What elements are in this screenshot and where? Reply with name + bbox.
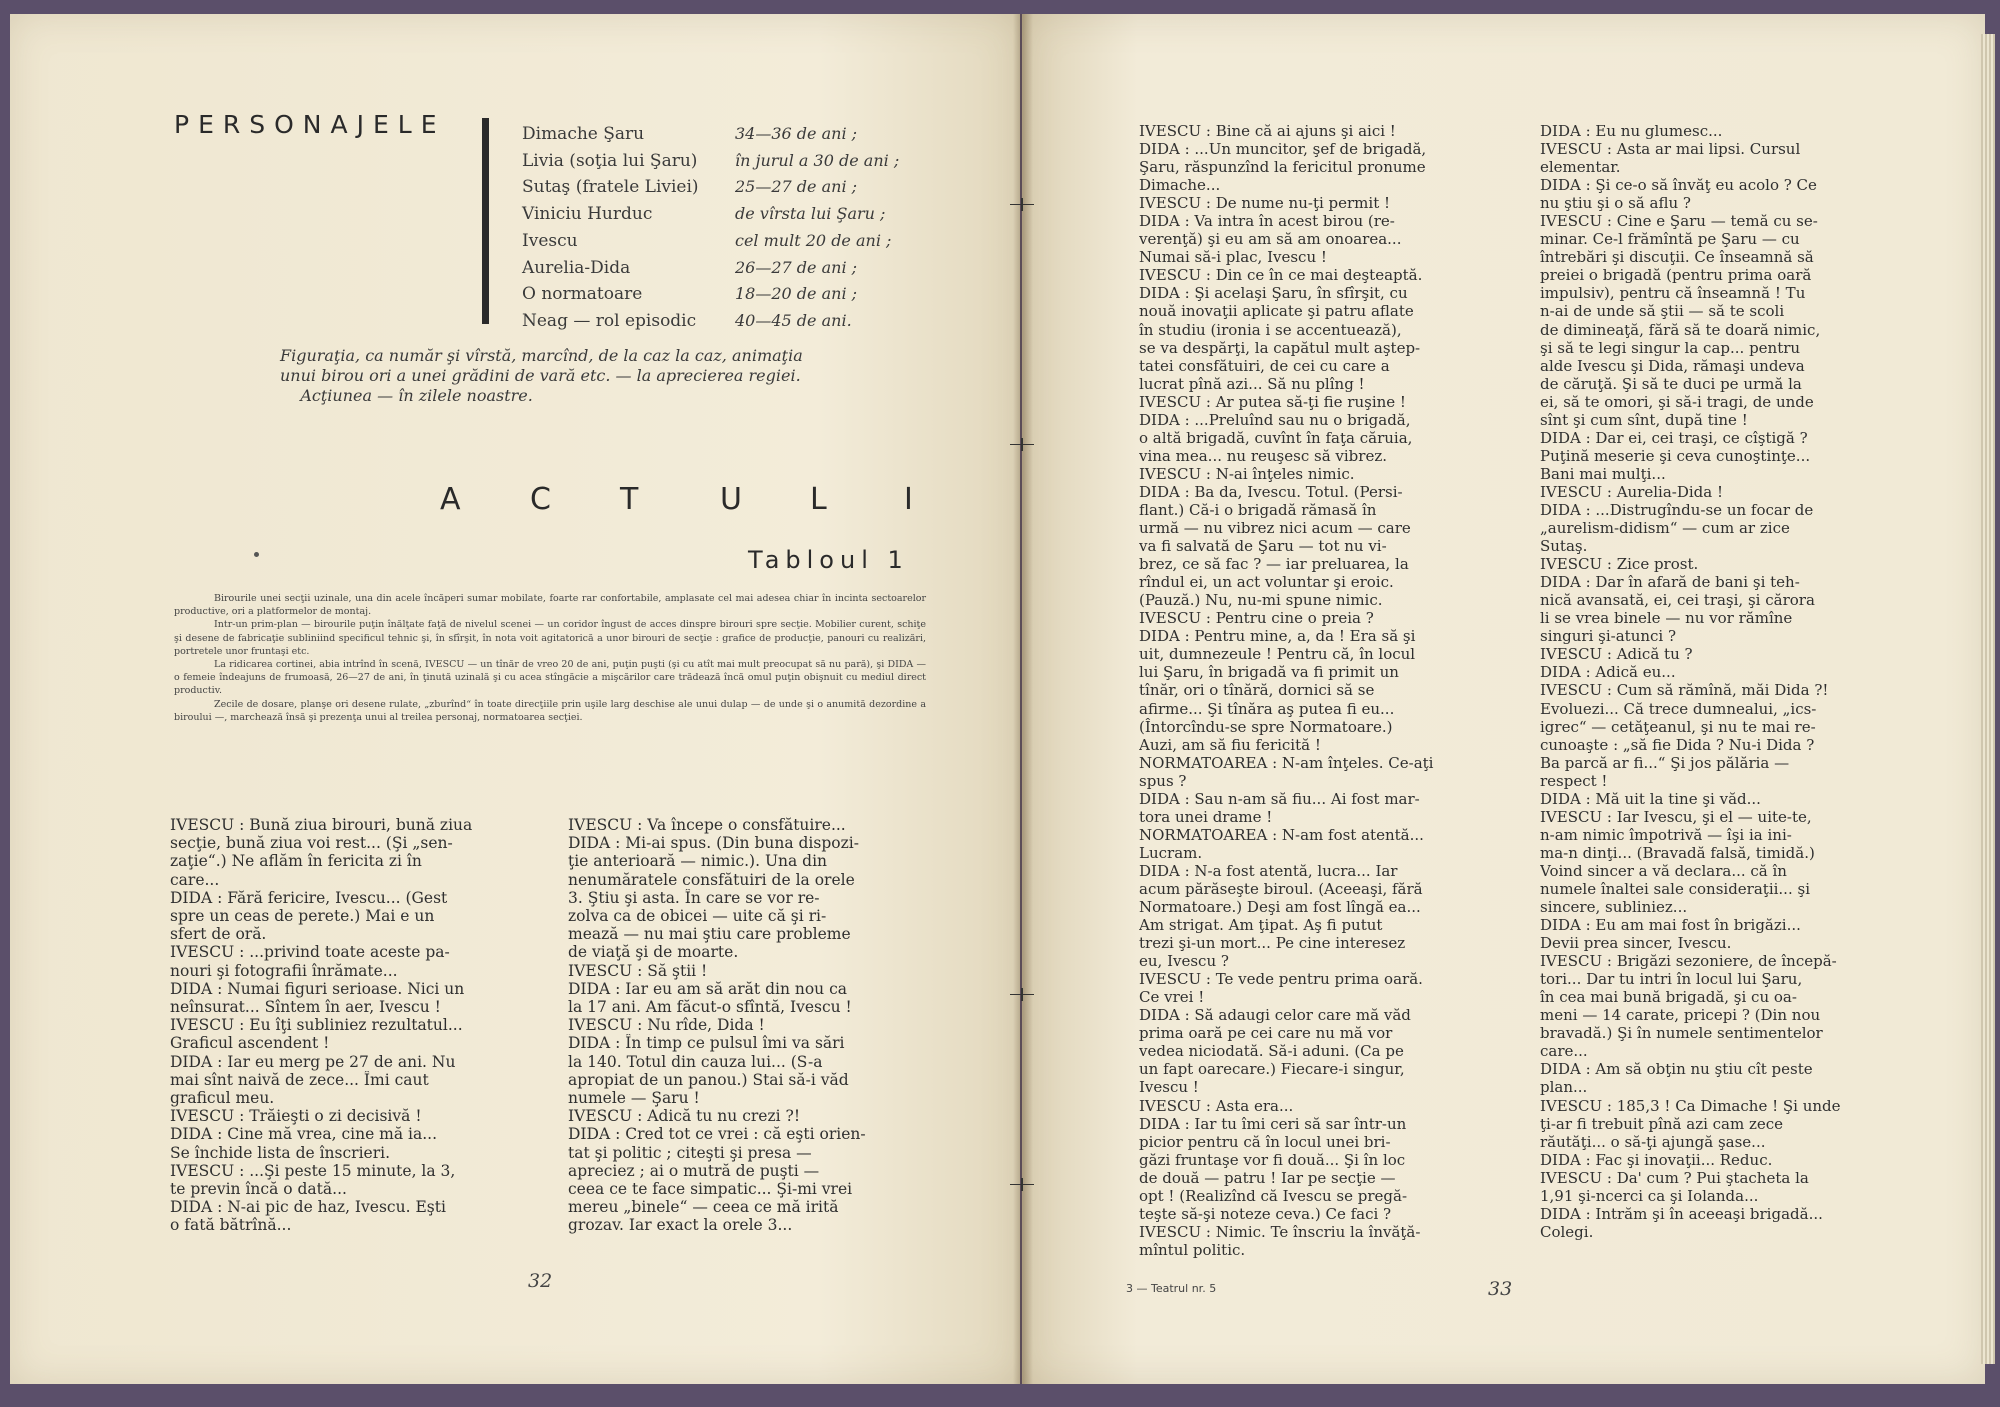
dialogue-line: DIDA : Cred tot ce vrei : că eşti orien- (568, 1125, 866, 1144)
dialogue-line: IVESCU : Da' cum ? Pui ştacheta la (1540, 1168, 1809, 1187)
dialogue-line: sincere, subliniez... (1540, 898, 1688, 917)
right-column-1 (1139, 122, 1494, 1259)
dialogue-line: de căruţă. Şi să te duci pe urmă la (1540, 374, 1802, 393)
dialogue-line: un fapt oarecare.) Fiecare-i singur, (1139, 1060, 1405, 1079)
dialogue-line: DIDA : Cine mă vrea, cine mă ia... (170, 1125, 438, 1144)
dialogue-line: DIDA : În timp ce pulsul îmi va sări (568, 1034, 845, 1053)
dialogue-line: DIDA : Pentru mine, a, da ! Era să şi (1139, 627, 1416, 646)
dialogue-line: nouă inovaţii aplicate şi patru aflate (1139, 302, 1414, 321)
left-column-1 (170, 816, 528, 1235)
dialogue-line: ceea ce te face simpatic... Şi-mi vrei (568, 1180, 853, 1199)
dialogue-line: zolva ca de obicei — uite că şi ri- (568, 907, 827, 926)
dialogue-line: apropiat de un panou.) Stai să-i văd (568, 1070, 849, 1089)
dialogue-line: prima oară pe cei care nu mă vor (1139, 1024, 1393, 1043)
dialogue-line: Ce vrei ! (1139, 988, 1205, 1007)
dialogue-line: IVESCU : Adică tu nu crezi ?! (568, 1107, 801, 1126)
dialogue-line: de dimineaţă, fără să te doară nimic, (1540, 320, 1821, 339)
cast-age: 40—45 de ani. (735, 310, 852, 330)
dialogue-line: li se vrea binele — nu vor rămîne (1540, 609, 1793, 628)
dialogue-line: IVESCU : Aurelia-Dida ! (1540, 482, 1724, 501)
dialogue-line: DIDA : Dar în afară de bani şi teh- (1540, 573, 1800, 592)
dialogue-line: DIDA : Iar eu am să arăt din nou ca (568, 979, 847, 998)
cast-age: 18—20 de ani ; (735, 284, 858, 304)
cast-divider-bar (482, 118, 489, 324)
dialogue-line: Bani mai mulţi... (1540, 464, 1666, 483)
dialogue-line: IVESCU : Nu rîde, Dida ! (568, 1016, 765, 1035)
dialogue-line: sfert de oră. (170, 925, 267, 944)
dialogue-line: rîndul ei, un act voluntar şi eroic. (1139, 573, 1394, 592)
dialogue-line: DIDA : Iar tu îmi ceri să sar într-un (1139, 1114, 1407, 1133)
dialogue-line: DIDA : Şi acelaşi Şaru, în sfîrşit, cu (1139, 284, 1408, 303)
dialogue-line: acum părăseşte biroul. (Aceeaşi, fără (1139, 879, 1423, 898)
cast-name: Sutaş (fratele Liviei) (522, 177, 699, 198)
dialogue-line: urmă — nu vibrez nici acum — care (1139, 519, 1411, 538)
dialogue-line: care... (170, 870, 220, 889)
tablou-heading: Tabloul 1 (748, 546, 909, 574)
stage-directions (174, 592, 926, 724)
dialogue-line: opt ! (Realizînd că Ivescu se pregă- (1139, 1186, 1408, 1205)
page-edges (1981, 34, 1995, 1364)
dialogue-line: DIDA : ...Preluînd sau nu o brigadă, (1139, 410, 1411, 429)
right-page (1022, 14, 1985, 1384)
dialogue-line: IVESCU : N-ai înţeles nimic. (1139, 464, 1355, 483)
dialogue-line: preiei o brigadă (pentru prima oară (1540, 266, 1812, 285)
dialogue-line: DIDA : Iar eu merg pe 27 de ani. Nu (170, 1052, 456, 1071)
dialogue-line: vina mea... nu reuşesc să vibrez. (1139, 446, 1387, 465)
dialogue-line: IVESCU : Cine e Şaru — temă cu se- (1540, 212, 1818, 231)
dialogue-line: IVESCU : Bine că ai ajuns şi aici ! (1139, 122, 1396, 140)
dialogue-line: nouri şi fotografii înrămate... (170, 961, 398, 980)
cast-age: de vîrsta lui Şaru ; (735, 204, 886, 224)
dialogue-line: meni — 14 carate, pricepi ? (Din nou (1540, 1006, 1821, 1025)
dialogue-line: tat şi politic ; citeşti şi presa — (568, 1143, 812, 1162)
dialogue-line: DIDA : Mi-ai spus. (Din buna dispozi- (568, 834, 859, 853)
dialogue-line: DIDA : Am să obţin nu ştiu cît peste (1540, 1060, 1813, 1079)
dialogue-line: ţi-ar fi trebuit pînă azi cam zece (1540, 1114, 1784, 1133)
dialogue-line: IVESCU : 185,3 ! Ca Dimache ! Şi unde (1540, 1096, 1841, 1115)
stage-paragraph: Intr-un prim-plan — birourile puţin înălţate faţă de nivelul scenei — un coridor îngust de acces dinspre birouri spre secţie. Mobilier curent, schiţe şi desene de fabricaţie subliniind specificul tehnic şi, în sfîrşit, în nota voit agitatorică a unor birouri de secţie : grafice de producţie, panouri cu realizări, portretele unor fruntaşi etc. (174, 619, 926, 657)
dialogue-line: Devii prea sincer, Ivescu. (1540, 934, 1732, 953)
page-number-left: 32 (528, 1270, 553, 1292)
dialogue-line: şi să te legi singur la cap... pentru (1540, 338, 1801, 357)
footer-journal: 3 — Teatrul nr. 5 (1126, 1282, 1217, 1295)
cast-name: Livia (soţia lui Şaru) (522, 150, 698, 171)
dialogue-line: mai sînt naivă de zece... Îmi caut (170, 1070, 429, 1089)
right-column-2 (1540, 122, 1895, 1241)
dialogue-line: Lucram. (1139, 843, 1203, 862)
dialogue-line: spre un ceas de perete.) Mai e un (170, 907, 435, 926)
dialogue-line: se va despărţi, la capătul mult aştep- (1139, 338, 1421, 357)
act-title-letter: U (720, 482, 742, 517)
dialogue-line: IVESCU : Din ce în ce mai deşteaptă. (1139, 266, 1423, 285)
dialogue-line: IVESCU : Pentru cine o preia ? (1139, 609, 1374, 628)
dialogue-line: mereu „binele“ — ceea ce mă irită (568, 1198, 839, 1217)
dialogue-line: lucrat pînă azi... Să nu plîng ! (1139, 374, 1365, 393)
dialogue-line: Normatoare.) Deşi am fost lîngă ea... (1139, 898, 1421, 917)
dialogue-line: DIDA : Ba da, Ivescu. Totul. (Persi- (1139, 482, 1403, 501)
dialogue-line: IVESCU : Asta ar mai lipsi. Cursul (1540, 140, 1801, 159)
dialogue-line: DIDA : Fără fericire, Ivescu... (Gest (170, 888, 448, 907)
dialogue-line: DIDA : ...Un muncitor, şef de brigadă, (1139, 140, 1427, 159)
dialogue-line: n-ai de unde să ştii — să te scoli (1540, 302, 1785, 321)
dialogue-line: care... (1540, 1042, 1588, 1061)
dialogue-line: de două — patru ! Iar pe secţie — (1139, 1168, 1396, 1187)
dialogue-line: sînt şi cum sînt, după tine ! (1540, 410, 1748, 429)
ornament-dot (254, 552, 259, 557)
dialogue-line: NORMATOAREA : N-am fost atentă... (1139, 825, 1424, 844)
dialogue-line: Voind sincer a vă declara... că în (1540, 861, 1787, 880)
left-column-2 (568, 816, 928, 1235)
dialogue-line: la 17 ani. Am făcut-o sfîntă, Ivescu ! (568, 998, 852, 1017)
dialogue-line: DIDA : Şi ce-o să învăţ eu acolo ? Ce (1540, 176, 1817, 195)
dialogue-line: tatei consfătuiri, de cei cu care a (1139, 356, 1390, 375)
dialogue-line: DIDA : N-ai pic de haz, Ivescu. Eşti (170, 1198, 446, 1217)
dialogue-line: nică avansată, ei, cei traşi, şi cărora (1540, 591, 1815, 610)
book-spread (10, 14, 1985, 1384)
dialogue-line: eu, Ivescu ? (1139, 952, 1229, 971)
dialogue-line: DIDA : Să adaugi celor care mă văd (1139, 1006, 1411, 1025)
dialogue-line: igrec“ — cetăţeanul, şi nu te mai re- (1540, 717, 1816, 736)
cast-age: 34—36 de ani ; (735, 124, 858, 143)
dialogue-line: DIDA : Fac şi inovaţii... Reduc. (1540, 1150, 1773, 1169)
dialogue-line: secţie, bună ziua voi rest... (Şi „sen- (170, 834, 453, 853)
dialogue-line: (Întorcîndu-se spre Normatoare.) (1139, 717, 1393, 736)
dialogue-line: DIDA : Sau n-am să fiu... Ai fost mar- (1139, 789, 1420, 808)
dialogue-line: 1,91 şi-ncerci ca şi Iolanda... (1540, 1186, 1759, 1205)
cast-name: Ivescu (522, 230, 578, 251)
dialogue-line: grozav. Iar exact la orele 3... (568, 1216, 793, 1235)
dialogue-line: nenumăratele consfătuiri de la orele (568, 870, 855, 889)
dialogue-line: IVESCU : Cum să rămînă, măi Dida ?! (1540, 681, 1829, 700)
dialogue-line: Graficul ascendent ! (170, 1034, 330, 1053)
dialogue-line: respect ! (1540, 771, 1608, 790)
dialogue-line: DIDA : Mă uit la tine şi văd... (1540, 789, 1761, 808)
dialogue-line: DIDA : N-a fost atentă, lucra... Iar (1139, 861, 1398, 880)
dialogue-line: IVESCU : Bună ziua birouri, bună ziua (170, 816, 473, 834)
act-title-letter: L (810, 482, 827, 517)
dialogue-line: 3. Ştiu şi asta. În care se vor re- (568, 888, 820, 907)
dialogue-line: DIDA : ...Distrugîndu-se un focar de (1540, 500, 1814, 519)
dialogue-line: vedea niciodată. Să-i aduni. (Ca pe (1139, 1042, 1404, 1061)
dialogue-line: Şaru, răspunzînd la fericitul pronume (1139, 158, 1426, 177)
dialogue-line: verenţă) şi eu am să am onoarea... (1139, 230, 1402, 249)
dialogue-line: IVESCU : Adică tu ? (1540, 645, 1693, 664)
binding-stitch (1010, 444, 1034, 445)
dialogue-line: tori... Dar tu intri în locul lui Şaru, (1540, 970, 1803, 989)
cast-name: Viniciu Hurduc (522, 204, 653, 225)
dialogue-line: DIDA : Intrăm şi în aceeaşi brigadă... (1540, 1204, 1823, 1223)
dialogue-line: ţie anterioară — nimic.). Una din (568, 852, 828, 871)
dialogue-line: brez, ce să fac ? — iar preluarea, la (1139, 555, 1409, 574)
dialogue-line: neînsurat... Sîntem în aer, Ivescu ! (170, 998, 441, 1017)
dialogue-line: Evoluezi... Că trece dumnealui, „ics- (1540, 699, 1817, 718)
dialogue-line: nu ştiu şi o să aflu ? (1540, 194, 1691, 213)
stage-paragraph: La ridicarea cortinei, abia intrînd în scenă, IVESCU — un tînăr de vreo 20 de ani, puţin puşti (şi cu atît mai mult preocupat să nu pară), şi DIDA — o femeie îndeajuns de frumoasă, 26—27 de ani, în ţinută uzinală şi cu acea stîngăcie a mişcărilor care trădează încă omul puţin obişnuit cu mediul direct productiv. (174, 659, 926, 697)
cast-name: Neag — rol episodic (522, 310, 697, 331)
dialogue-line: Ba parcă ar fi...“ Şi jos pălăria — (1540, 753, 1790, 772)
cast-name: O normatoare (522, 284, 643, 305)
cast-age: 25—27 de ani ; (735, 177, 858, 197)
dialogue-line: IVESCU : Te vede pentru prima oară. (1139, 970, 1423, 989)
dialogue-line: întrebări şi discuţii. Ce înseamnă să (1540, 248, 1814, 267)
dialogue-line: NORMATOAREA : N-am înţeles. Ce-aţi (1139, 753, 1434, 772)
dialogue-line: impulsiv), pentru că înseamnă ! Tu (1540, 284, 1806, 303)
dialogue-line: IVESCU : Zice prost. (1540, 555, 1699, 574)
dialogue-line: cunoaşte : „să fie Dida ? Nu-i Dida ? (1540, 735, 1815, 754)
dialogue-line: trezi şi-un mort... Pe cine interesez (1139, 934, 1406, 953)
dialogue-line: Se închide lista de înscrieri. (170, 1143, 390, 1162)
dialogue-line: graficul meu. (170, 1089, 275, 1108)
dialogue-line: numele înaltei sale consideraţii... şi (1540, 879, 1810, 898)
dialogue-line: de viaţă şi de moarte. (568, 943, 739, 962)
stage-paragraph: Birourile unei secţii uzinale, una din acele încăperi sumar mobilate, foarte rar confortabile, amplasate cel mai adesea chiar în incinta sectoarelor productive, ori a platformelor de montaj. (174, 593, 926, 618)
dialogue-line: IVESCU : Trăieşti o zi decisivă ! (170, 1107, 422, 1126)
act-title-letter: C (530, 482, 551, 517)
dialogue-line: te previn încă o dată... (170, 1180, 347, 1199)
personaje-heading: PERSONAJELE (174, 110, 446, 139)
dialogue-line: numele — Şaru ! (568, 1089, 700, 1108)
dialogue-line: zaţie“.) Ne aflăm în fericita zi în (170, 852, 422, 871)
page-number-right: 33 (1488, 1278, 1513, 1300)
act-title-letter: A (440, 482, 461, 517)
dialogue-line: IVESCU : ...privind toate aceste pa- (170, 943, 450, 962)
dialogue-line: o altă brigadă, cuvînt în faţa căruia, (1139, 428, 1413, 447)
dialogue-line: Colegi. (1540, 1222, 1594, 1241)
dialogue-line: DIDA : Va intra în acest birou (re- (1139, 212, 1395, 231)
dialogue-line: DIDA : Eu nu glumesc... (1540, 122, 1723, 140)
dialogue-line: în cea mai bună brigadă, şi cu oa- (1540, 988, 1797, 1007)
dialogue-line: Ivescu ! (1139, 1078, 1199, 1097)
dialogue-line: IVESCU : De nume nu-ţi permit ! (1139, 194, 1391, 213)
dialogue-line: DIDA : Eu am mai fost în brigăzi... (1540, 916, 1801, 935)
dialogue-line: tora unei drame ! (1139, 807, 1273, 826)
cast-age: 26—27 de ani ; (735, 257, 858, 277)
binding-stitch (1010, 994, 1034, 995)
dialogue-line: plan... (1540, 1078, 1588, 1097)
dialogue-line: Sutaş. (1540, 537, 1588, 556)
dialogue-line: IVESCU : Va începe o consfătuire... (568, 816, 846, 834)
dialogue-line: IVESCU : Nimic. Te înscriu la învăţă- (1139, 1222, 1421, 1241)
dialogue-line: IVESCU : Asta era... (1139, 1096, 1294, 1115)
act-title-letter: I (904, 482, 913, 517)
dialogue-line: flant.) Că-i o brigadă rămasă în (1139, 500, 1377, 519)
cast-name: Dimache Şaru (522, 124, 645, 144)
dialogue-line: uit, dumnezeule ! Pentru că, în locul (1139, 645, 1416, 664)
dialogue-line: va fi salvată de Şaru — tot nu vi- (1139, 537, 1387, 556)
dialogue-line: IVESCU : Brigăzi sezoniere, de începă- (1540, 952, 1837, 971)
dialogue-line: Am strigat. Am ţipat. Aş fi putut (1139, 916, 1383, 935)
dialogue-line: Dimache... (1139, 176, 1221, 195)
dialogue-line: IVESCU : Să ştii ! (568, 961, 708, 980)
dialogue-line: „aurelism-didism“ — cum ar zice (1540, 519, 1790, 538)
dialogue-line: teşte să-şi noteze ceva.) Ce faci ? (1139, 1204, 1392, 1223)
left-page (10, 14, 1020, 1384)
dialogue-line: minar. Ce-l frămîntă pe Şaru — cu (1540, 230, 1800, 249)
binding-stitch (1010, 204, 1034, 205)
dialogue-line: singuri şi-atunci ? (1540, 627, 1677, 646)
dialogue-line: Auzi, am să fiu fericită ! (1139, 735, 1321, 754)
dialogue-line: afirme... Şi tînăra aş putea fi eu... (1139, 699, 1395, 718)
dialogue-line: Puţină meserie şi ceva cunoştinţe... (1540, 446, 1811, 465)
dialogue-line: DIDA : Dar ei, cei traşi, ce cîştigă ? (1540, 428, 1808, 447)
dialogue-line: la 140. Totul din cauza lui... (S-a (568, 1052, 823, 1071)
dialogue-line: mîntul politic. (1139, 1240, 1246, 1259)
dialogue-line: IVESCU : ...Şi peste 15 minute, la 3, (170, 1161, 456, 1180)
dialogue-line: răutăţi... o să-ţi ajungă şase... (1540, 1132, 1766, 1151)
binding-stitch (1010, 1184, 1034, 1185)
dialogue-line: IVESCU : Eu îţi subliniez rezultatul... (170, 1016, 463, 1035)
dialogue-line: n-am nimic împotrivă — îşi ia ini- (1540, 825, 1792, 844)
dialogue-line: (Pauză.) Nu, nu-mi spune nimic. (1139, 591, 1383, 610)
cast-note: Figuraţia, ca număr şi vîrstă, marcînd, de la caz la caz, animaţia unui birou ori a unei grădini de vară etc. — la aprecierea regiei. Acţiunea — în zilele noastre. (280, 346, 803, 405)
dialogue-line: DIDA : Adică eu... (1540, 663, 1676, 682)
act-title-letter: T (620, 482, 639, 517)
dialogue-line: o fată bătrînă... (170, 1216, 292, 1235)
dialogue-line: lui Şaru, în brigadă va fi primit un (1139, 663, 1399, 682)
cast-name: Aurelia-Dida (522, 257, 631, 278)
dialogue-line: în studiu (ironia i se accentuează), (1139, 320, 1402, 339)
book-gutter (1013, 14, 1033, 1384)
stage-paragraph: Zecile de dosare, planşe ori desene rulate, „zburînd“ în toate direcţiile prin uşile larg deschise ale unui dulap — de unde şi o anumită dezordine a biroului —, marchează însă şi prezenţa unui al treilea personaj, normatoarea secţiei. (174, 698, 926, 723)
dialogue-line: ma-n dinţi... (Bravadă falsă, timidă.) (1540, 843, 1815, 862)
dialogue-line: alde Ivescu şi Dida, rămaşi undeva (1540, 356, 1805, 375)
cast-age: cel mult 20 de ani ; (735, 230, 892, 250)
dialogue-line: bravadă.) Şi în numele sentimentelor (1540, 1024, 1823, 1043)
dialogue-line: spus ? (1139, 771, 1187, 790)
dialogue-line: IVESCU : Iar Ivescu, şi el — uite-te, (1540, 807, 1812, 826)
cast-age: în jurul a 30 de ani ; (735, 150, 900, 170)
dialogue-line: Numai să-i plac, Ivescu ! (1139, 248, 1327, 267)
dialogue-line: elementar. (1540, 158, 1621, 177)
dialogue-line: DIDA : Numai figuri serioase. Nici un (170, 979, 465, 998)
dialogue-line: IVESCU : Ar putea să-ţi fie ruşine ! (1139, 392, 1406, 411)
dialogue-line: apreciez ; ai o mutră de puşti — (568, 1161, 820, 1180)
dialogue-line: mează — nu mai ştiu care probleme (568, 925, 851, 944)
dialogue-line: picior pentru că în locul unei bri- (1139, 1132, 1391, 1151)
dialogue-line: ei, să te omori, şi să-i tragi, de unde (1540, 392, 1814, 411)
dialogue-line: găzi fruntaşe vor fi două... Şi în loc (1139, 1150, 1406, 1169)
dialogue-line: tînăr, ori o tînără, dornici să se (1139, 681, 1375, 700)
